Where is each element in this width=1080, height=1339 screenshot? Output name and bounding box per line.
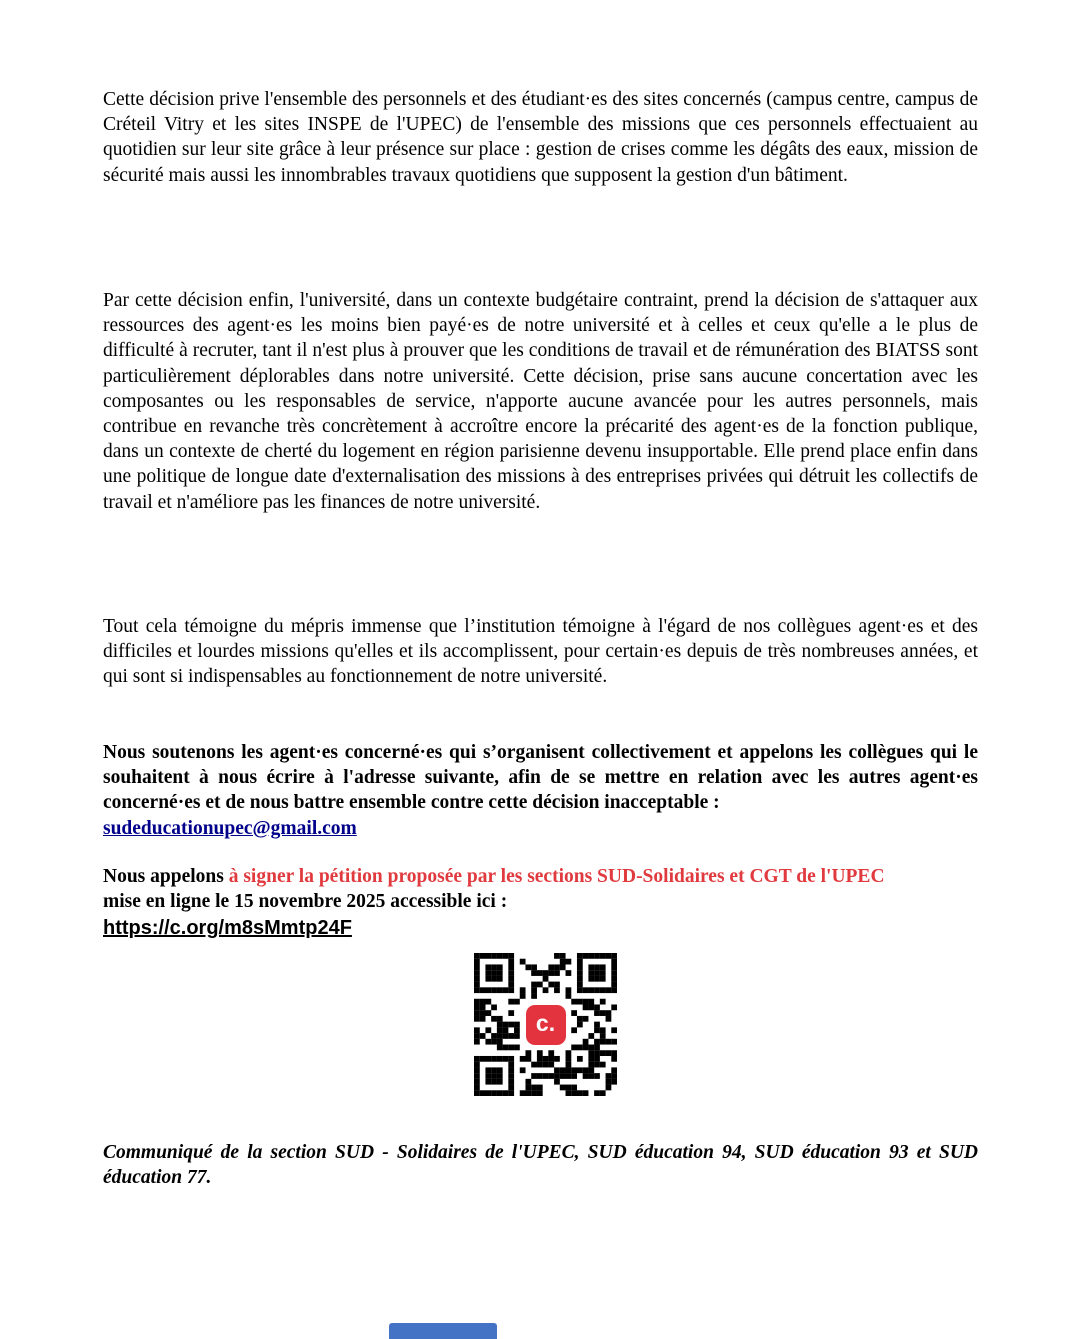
paragraph-petition — [103, 864, 978, 942]
paragraph-contexte-budgetaire: Par cette décision enfin, l'université, dans un contexte budgétaire contraint, prend la décision de s'attaquer aux ressources des agent·es les moins bien payé·es de notre université et à celles et ceux qu'elle a le plus de difficulté à recruter, tant il n'est plus à prouver que les conditions de travail et de rémunération des BIATSS sont particulièrement déplorables dans notre université. Cette décision, prise sans aucune concertation avec les composantes ou les responsables de service, n'apporte aucune avancée pour les autres personnels, mais contribue en revanche très concrètement à accroître encore la précarité des agent·es de la fonction publique, dans un contexte de cherté du logement en région parisienne devenu insupportable. Elle prend place enfin dans une politique de longue date d'externalisation des missions à des entreprises privées qui détruit les collectifs de travail et n'améliore pas les finances de notre université. — [103, 290, 978, 513]
signature-paragraph: Communiqué de la section SUD - Solidaires de l'UPEC, SUD éducation 94, SUD éducation 93 et SUD éducation 77. — [103, 1142, 978, 1189]
qr-code — [474, 953, 617, 1096]
petition-date-text: mise en ligne le 15 novembre 2025 accessible ici : — [103, 891, 508, 913]
petition-intro-text: Nous appelons — [103, 866, 229, 887]
paragraph-decision-prive: Cette décision prive l'ensemble des personnels et des étudiant·es des sites concernés (campus centre, campus de Créteil Vitry et les sites INSPE de l'UPEC) de l'ensemble des missions que ces personnels effectuaient au quotidien sur leur site grâce à leur présence sur place : gestion de crises comme les dégâts des eaux, mission de sécurité mais aussi les innombrables travaux quotidiens que supposent la gestion d'un bâtiment. — [103, 89, 978, 186]
paragraph-mepris: Tout cela témoigne du mépris immense que l’institution témoigne à l'égard de nos collègues agent·es et des difficiles et lourdes missions qu'elles et ils accomplissent, pour certain·es depuis de très nombreuses années, et qui sont si indispensables au fonctionnement de notre université. — [103, 616, 978, 688]
email-link[interactable]: sudeducationupec@gmail.com — [103, 817, 357, 839]
paragraph-soutien — [103, 740, 978, 841]
change-org-logo-icon — [526, 1005, 566, 1045]
change-org-logo-text: c. — [535, 1010, 556, 1036]
partial-bottom-blue-element — [389, 1323, 497, 1339]
petition-call-red-text: à signer la pétition proposée par les sections SUD-Solidaires et CGT de l'UPEC — [228, 866, 885, 887]
support-text: Nous soutenons les agent·es concerné·es qui s’organisent collectivement et appelons les collègues qui le souhaitent à nous écrire à l'adresse suivante, afin de se mettre en relation avec les autres agent·es concerné·es et de nous battre ensemble contre cette décision inacceptable : — [103, 742, 978, 814]
petition-url-link[interactable]: https://c.org/m8sMmtp24F — [103, 917, 352, 940]
